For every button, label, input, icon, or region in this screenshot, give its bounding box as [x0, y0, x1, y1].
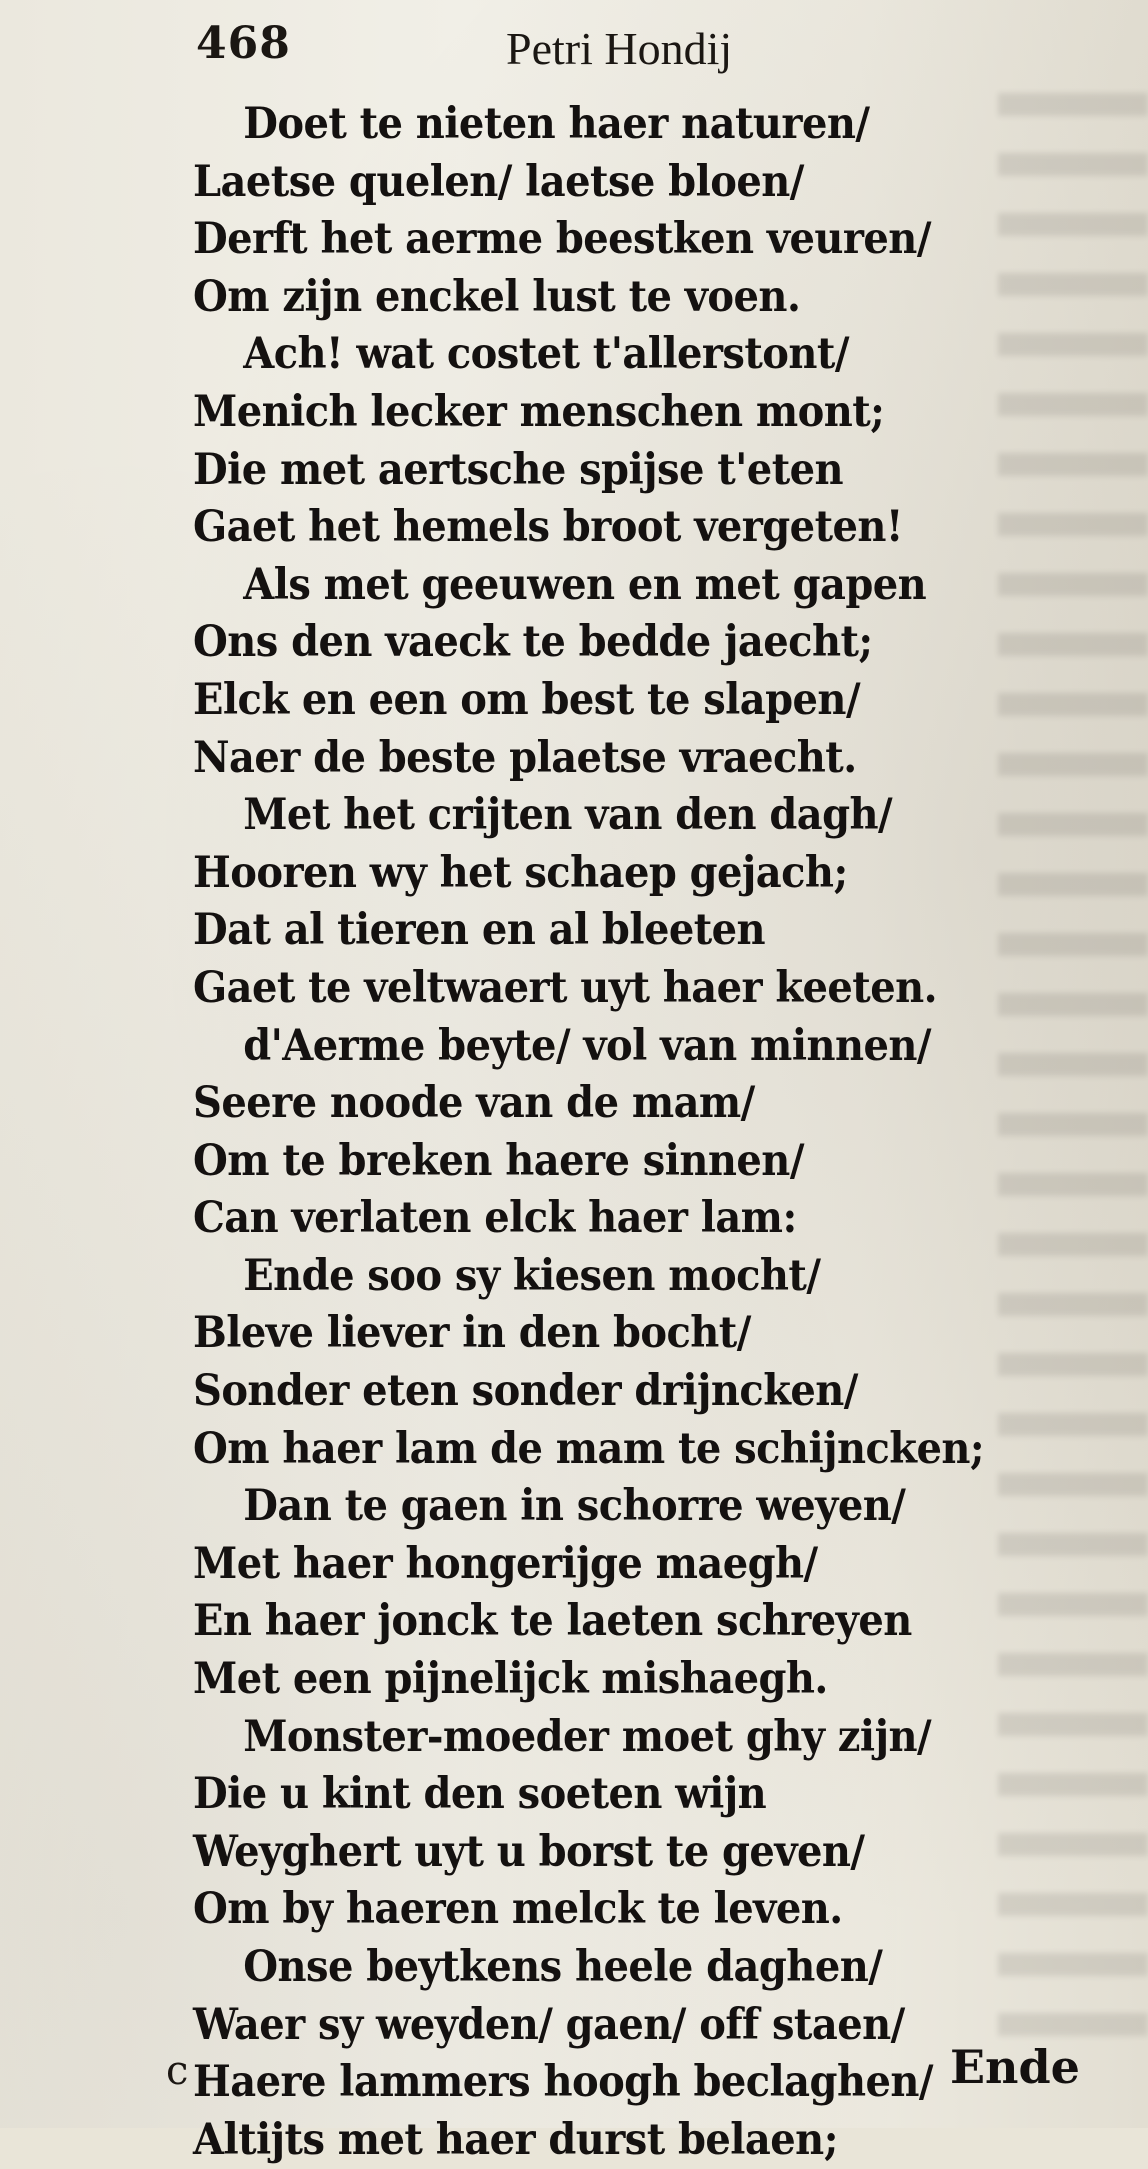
verse-line: Onse beytkens heele daghen/ — [243, 1942, 883, 1992]
verse-line: Laetse quelen/ laetse bloen/ — [193, 156, 804, 207]
verse-line: Weyghert uyt u borst te geven/ — [193, 1826, 865, 1877]
verse-line: Bleve liever in den bocht/ — [193, 1308, 751, 1359]
verse-line: Menich lecker menschen mont; — [193, 386, 885, 437]
page-header — [196, 14, 896, 84]
verse-line: Om haer lam de mam te schijncken; — [193, 1423, 985, 1474]
page-number: 468 — [196, 18, 291, 69]
catchword: Ende — [950, 2040, 1080, 2094]
verse-line: Als met geeuwen en met gapen — [243, 559, 927, 610]
verse-line: Dan te gaen in schorre weyen/ — [243, 1481, 906, 1532]
verse-line: Derft het aerme beestken veuren/ — [193, 214, 931, 265]
verse-line: Om te breken haere sinnen/ — [193, 1135, 804, 1186]
verse-line: Hooren wy het schaep gejach; — [193, 847, 848, 898]
verse-line: Waer sy weyden/ gaen/ off staen/ — [193, 1999, 905, 2050]
verse-line: d'Aerme beyte/ vol van minnen/ — [243, 1020, 931, 1071]
verse-line: Om by haeren melck te leven. — [193, 1884, 843, 1935]
verse-line: Met haer hongerijge maegh/ — [193, 1538, 818, 1589]
poem-verse — [193, 96, 1093, 2169]
verse-line: Met het crijten van den dagh/ — [243, 790, 893, 841]
verse-line: Sonder eten sonder drijncken/ — [193, 1366, 858, 1417]
signature-mark: c — [166, 2048, 189, 2094]
verse-line: Elck en een om best te slapen/ — [193, 674, 860, 725]
verse-line: Seere noode van de mam/ — [193, 1078, 755, 1129]
verse-line: Naer de beste plaetse vraecht. — [193, 732, 857, 783]
verse-line: En haer jonck te laeten schreyen — [193, 1596, 912, 1647]
verse-line: Die met aertsche spijse t'eten — [193, 444, 844, 495]
verse-line: Dat al tieren en al bleeten — [193, 905, 766, 956]
verse-line: Haere lammers hoogh beclaghen/ — [193, 2057, 933, 2108]
verse-line: Gaet het hemels broot vergeten! — [193, 502, 903, 553]
verse-line: Can verlaten elck haer lam: — [193, 1193, 797, 1244]
verse-line: Ach! wat costet t'allerstont/ — [243, 329, 849, 380]
verse-line: Om zijn enckel lust te voen. — [193, 271, 801, 322]
verse-line: Met een pijnelijck mishaegh. — [193, 1654, 828, 1705]
verse-line: Gaet te veltwaert uyt haer keeten. — [193, 962, 937, 1013]
running-head: Petri Hondij — [506, 23, 733, 74]
verse-line: Doet te nieten haer naturen/ — [243, 99, 870, 149]
verse-line: Ende soo sy kiesen mocht/ — [243, 1250, 821, 1301]
verse-line: Altijts met haer durst belaen; — [193, 2114, 838, 2165]
verse-line: Monster-moeder moet ghy zijn/ — [243, 1711, 932, 1762]
verse-line: Ons den vaeck te bedde jaecht; — [193, 617, 873, 668]
verse-line: Die u kint den soeten wijn — [193, 1769, 767, 1820]
